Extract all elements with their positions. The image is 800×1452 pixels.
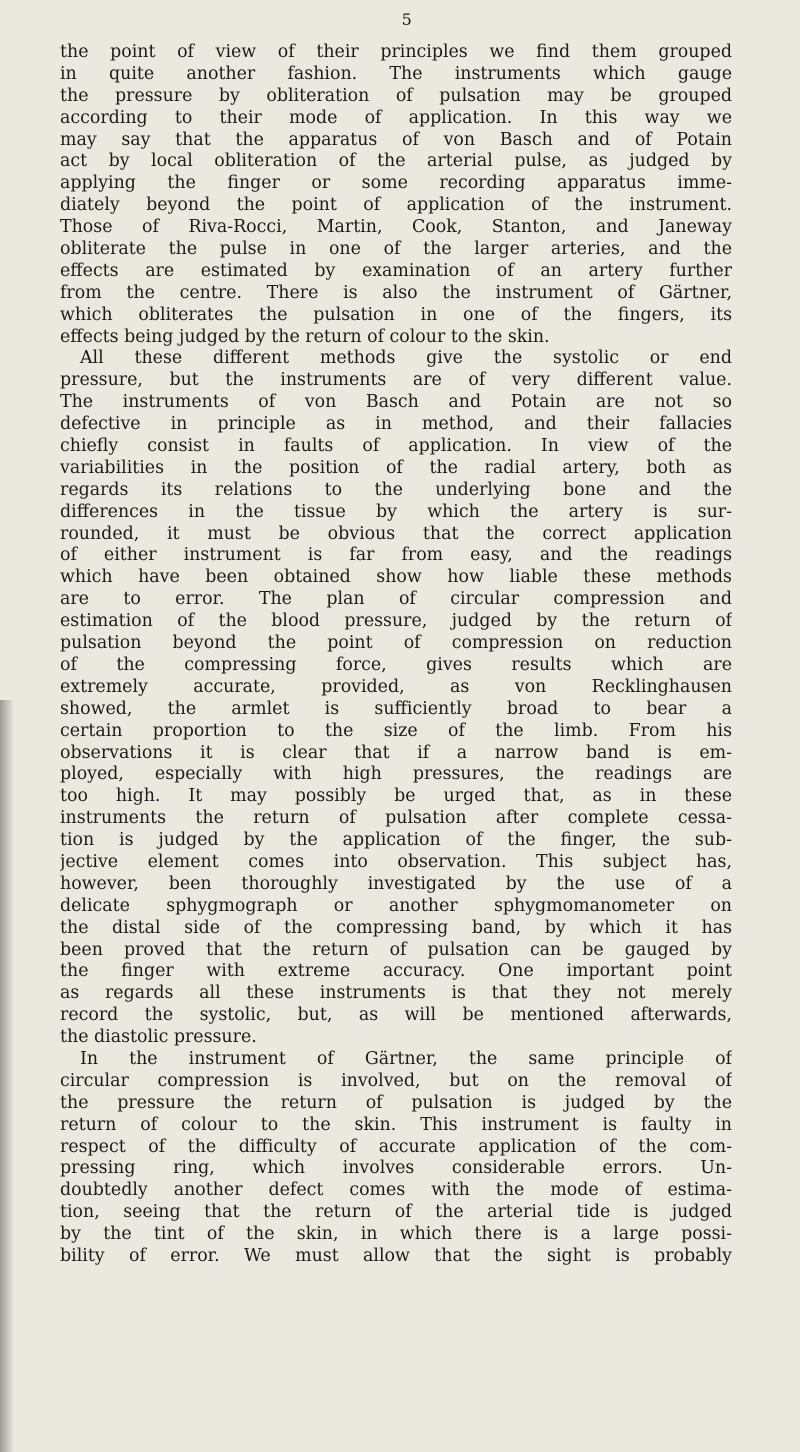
text-line: chiefly consist in faults of application. In view of the (60, 436, 732, 457)
text-line: effects are estimated by examination of an artery further (60, 260, 732, 281)
text-line: All these different methods give the systolic or end (80, 348, 732, 369)
text-line: jective element comes into observation. This subject has, (60, 851, 732, 872)
text-line: circular compression is involved, but on the removal of (60, 1070, 732, 1091)
text-line: defective in principle as in method, and their fallacies (60, 414, 732, 435)
text-line: the finger with extreme accuracy. One important point (60, 961, 732, 982)
text-line: applying the finger or some recording apparatus imme- (60, 173, 732, 194)
text-line: rounded, it must be obvious that the correct application (60, 523, 732, 544)
text-line: the distal side of the compressing band, by which it has (60, 917, 732, 938)
text-line: regards its relations to the underlying bone and the (60, 479, 732, 500)
text-line: the point of view of their principles we find them grouped (60, 42, 732, 62)
text-line: however, been thoroughly investigated by the use of a (60, 873, 732, 894)
text-line: been proved that the return of pulsation can be gauged by (60, 939, 732, 960)
text-line: differences in the tissue by which the artery is sur- (60, 501, 732, 522)
text-line: according to their mode of application. In this way we (60, 107, 732, 128)
text-line: of the compressing force, gives results which are (60, 654, 732, 675)
text-line: record the systolic, but, as will be mentioned afterwards, (60, 1005, 732, 1026)
text-line: pressing ring, which involves considerable errors. Un- (60, 1158, 732, 1179)
text-line: doubtedly another defect comes with the mode of estima- (60, 1180, 732, 1201)
text-line: obliterate the pulse in one of the larger arteries, and the (60, 239, 732, 260)
text-line: variabilities in the position of the radial artery, both as (60, 457, 732, 478)
text-line: tion is judged by the application of the finger, the sub- (60, 830, 732, 851)
text-line: by the tint of the skin, in which there is a large possi- (60, 1224, 732, 1245)
text-line: showed, the armlet is sufficiently broad to bear a (60, 698, 732, 719)
text-line: the diastolic pressure. (60, 1027, 257, 1048)
text-line: bility of error. We must allow that the sight is probably (60, 1245, 732, 1266)
text-line: instruments the return of pulsation after complete cessa- (60, 808, 732, 829)
text-line: which obliterates the pulsation in one of the fingers, its (60, 304, 732, 325)
text-line: certain proportion to the size of the limb. From his (60, 720, 732, 741)
text-line: extremely accurate, provided, as von Recklinghausen (60, 676, 732, 697)
text-line: Those of Riva-Rocci, Martin, Cook, Stanton, and Janeway (60, 217, 732, 238)
text-line: the pressure the return of pulsation is judged by the (60, 1092, 732, 1113)
text-line: tion, seeing that the return of the arterial tide is judged (60, 1202, 732, 1223)
text-line: are to error. The plan of circular compression and (60, 589, 732, 610)
text-line: in quite another fashion. The instruments which gauge (60, 63, 732, 84)
text-line: delicate sphygmograph or another sphygmomanometer on (60, 895, 732, 916)
text-line: which have been obtained show how liable these methods (60, 567, 732, 588)
text-line: effects being judged by the return of colour to the skin. (60, 326, 550, 347)
text-line: as regards all these instruments is that they not merely (60, 983, 732, 1004)
text-line: of either instrument is far from easy, and the readings (60, 545, 732, 566)
text-line: In the instrument of Gärtner, the same principle of (80, 1048, 732, 1069)
text-line: may say that the apparatus of von Basch and of Potain (60, 129, 732, 150)
text-line: observations it is clear that if a narrow band is em- (60, 742, 732, 763)
text-line: The instruments of von Basch and Potain are not so (60, 392, 732, 413)
page-edge-shadow (0, 700, 14, 1452)
text-line: from the centre. There is also the instrument of Gärtner, (60, 282, 732, 303)
text-line: the pressure by obliteration of pulsation may be grouped (60, 85, 732, 106)
text-line: act by local obliteration of the arterial pulse, as judged by (60, 151, 732, 172)
body-text (60, 42, 732, 1268)
text-line: too high. It may possibly be urged that, as in these (60, 786, 732, 807)
text-line: return of colour to the skin. This instrument is faulty in (60, 1114, 732, 1135)
text-line: estimation of the blood pressure, judged by the return of (60, 611, 732, 632)
text-line: ployed, especially with high pressures, the readings are (60, 764, 732, 785)
text-line: respect of the difficulty of accurate application of the com- (60, 1136, 732, 1157)
text-line: pressure, but the instruments are of very different value. (60, 370, 732, 391)
page-number: 5 (401, 10, 413, 29)
text-line: pulsation beyond the point of compression on reduction (60, 633, 732, 654)
text-line: diately beyond the point of application of the instrument. (60, 195, 732, 216)
